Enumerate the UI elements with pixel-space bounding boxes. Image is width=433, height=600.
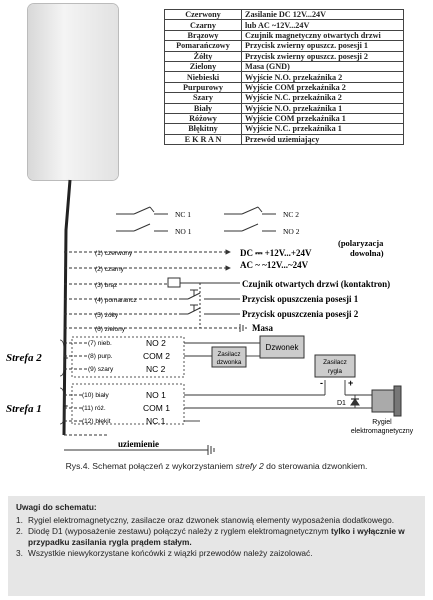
wire-8-label: (8) purp. bbox=[88, 353, 113, 360]
terminal-nc2: NC 2 bbox=[146, 364, 166, 374]
contact-no2: NO 2 bbox=[283, 227, 300, 236]
note-2: 2. Diodę D1 (wyposażenie zestawu) połączyć należy z ryglem elektromagnetycznym tylko i wyłącznie w przypadku zasilania rygla prądem stałym. bbox=[16, 526, 405, 547]
wire-color-cell: E K R A N bbox=[165, 134, 242, 144]
wire-color-cell: Błękitny bbox=[165, 124, 242, 134]
contact-no1: NO 1 bbox=[175, 227, 192, 236]
dc-label: DC ⎓ +12V...+24V bbox=[240, 248, 312, 258]
lock-label-2: elektromagnetyczny bbox=[350, 428, 414, 435]
wire-color-cell: Czerwony bbox=[165, 10, 242, 20]
contact-nc2: NC 2 bbox=[283, 210, 300, 219]
wire-function-cell: Wyjście N.C. przekaźnika 1 bbox=[242, 124, 404, 134]
terminal-no1: NO 1 bbox=[146, 390, 166, 400]
plus-label: + bbox=[348, 378, 354, 388]
wire-function-cell: Zasilanie DC 12V...24V bbox=[242, 10, 404, 20]
ground-label: uziemienie bbox=[118, 439, 159, 449]
zone-1-label: Strefa 1 bbox=[6, 403, 42, 415]
wire-12-label: (12) błękit bbox=[82, 418, 111, 425]
zone-2-label: Strefa 2 bbox=[6, 352, 42, 364]
ac-label: AC ~ ~12V...~24V bbox=[240, 260, 309, 270]
wire-color-cell: Brązowy bbox=[165, 30, 242, 40]
wire-function-cell: Wyjście N.C. przekaźnika 2 bbox=[242, 93, 404, 103]
wire-function-cell: Wyjście N.O. przekaźnika 1 bbox=[242, 103, 404, 113]
sensor-label: Czujnik otwartych drzwi (kontaktron) bbox=[242, 279, 391, 289]
lock-supply-label-1: Zasilacz bbox=[323, 359, 347, 366]
polarity-label: (polaryzacja bbox=[338, 238, 384, 248]
wire-function-cell: Masa (GND) bbox=[242, 61, 404, 71]
wire-6-label: (6) zielony bbox=[95, 326, 125, 333]
masa-label: Masa bbox=[252, 323, 273, 333]
bell-supply-label-1: Zasilacz bbox=[217, 351, 241, 358]
terminal-no2: NO 2 bbox=[146, 338, 166, 348]
contact-nc1: NC 1 bbox=[175, 210, 192, 219]
wire-function-cell: lub AC ~12V...24V bbox=[242, 20, 404, 30]
wire-function-cell: Wyjście COM przekaźnika 1 bbox=[242, 113, 404, 123]
wire-function-cell: Przycisk zwierny opuszcz. posesji 1 bbox=[242, 41, 404, 51]
sensor-symbol bbox=[168, 278, 240, 328]
wire-function-cell: Wyjście COM przekaźnika 2 bbox=[242, 82, 404, 92]
bell-supply-label-2: dzwonka bbox=[216, 359, 242, 366]
diode-label: D1 bbox=[337, 400, 346, 407]
wire-color-cell: Purpurowy bbox=[165, 82, 242, 92]
wire-color-cell: Szary bbox=[165, 93, 242, 103]
wire-function-cell: Przycisk zwierny opuszcz. posesji 2 bbox=[242, 51, 404, 61]
wire-5-label: (5) żółty bbox=[95, 312, 119, 319]
wire-color-cell: Biały bbox=[165, 103, 242, 113]
wire-4-label: (4) pomarancz bbox=[95, 297, 137, 304]
terminal-com1: COM 1 bbox=[143, 403, 170, 413]
wire-10-label: (10) biały bbox=[82, 392, 109, 399]
wire-7-label: (7) nieb. bbox=[88, 340, 112, 347]
note-3: 3. Wszystkie niewykorzystane końcówki z wiązki przewodów należy zaizolować. bbox=[16, 548, 313, 558]
wire-function-cell: Wyjście N.O. przekaźnika 2 bbox=[242, 72, 404, 82]
wire-color-cell: Czarny bbox=[165, 20, 242, 30]
wire-3-label: (3) brąz bbox=[95, 282, 118, 289]
wire-11-label: (11) róż. bbox=[82, 405, 106, 412]
wire-1-label: (1) czerwony bbox=[95, 250, 133, 257]
wire-color-cell: Niebieski bbox=[165, 72, 242, 82]
wire-color-cell: Żółty bbox=[165, 51, 242, 61]
wire-color-cell: Zielony bbox=[165, 61, 242, 71]
button-2-label: Przycisk opuszczenia posesji 2 bbox=[242, 309, 359, 319]
notes-box bbox=[8, 496, 425, 596]
wire-9-label: (9) szary bbox=[88, 366, 114, 373]
diode-d1 bbox=[351, 395, 359, 408]
wire-color-cell: Pomarańczowy bbox=[165, 41, 242, 51]
terminal-com2: COM 2 bbox=[143, 351, 170, 361]
electromagnetic-lock bbox=[370, 386, 401, 416]
polarity-label-2: dowolna) bbox=[350, 248, 384, 258]
button-1-label: Przycisk opuszczenia posesji 1 bbox=[242, 294, 359, 304]
figure-caption: Rys.4. Schemat połączeń z wykorzystaniem strefy 2 do sterowania dzwonkiem. bbox=[65, 461, 368, 471]
wire-function-cell: Czujnik magnetyczny otwartych drzwi bbox=[242, 30, 404, 40]
terminal-nc1: NC 1 bbox=[146, 416, 166, 426]
wire-color-cell: Różowy bbox=[165, 113, 242, 123]
lock-label-1: Rygiel bbox=[372, 419, 392, 426]
contact-symbols bbox=[116, 207, 276, 231]
note-1: 1. Rygiel elektromagnetyczny, zasilacze oraz dzwonek stanowią elementy wyposażenia dodatkowego. bbox=[16, 515, 395, 525]
minus-label: - bbox=[320, 378, 323, 388]
lock-supply-label-2: rygla bbox=[327, 368, 343, 375]
notes-title: Uwagi do schematu: bbox=[16, 502, 97, 512]
cable bbox=[64, 180, 70, 435]
ground-symbol-masa bbox=[240, 324, 246, 332]
doorbell-label: Dzwonek bbox=[265, 343, 299, 352]
wire-function-cell: Przewód uziemiający bbox=[242, 134, 404, 144]
wire-2-label: (2) czarny bbox=[95, 266, 124, 273]
